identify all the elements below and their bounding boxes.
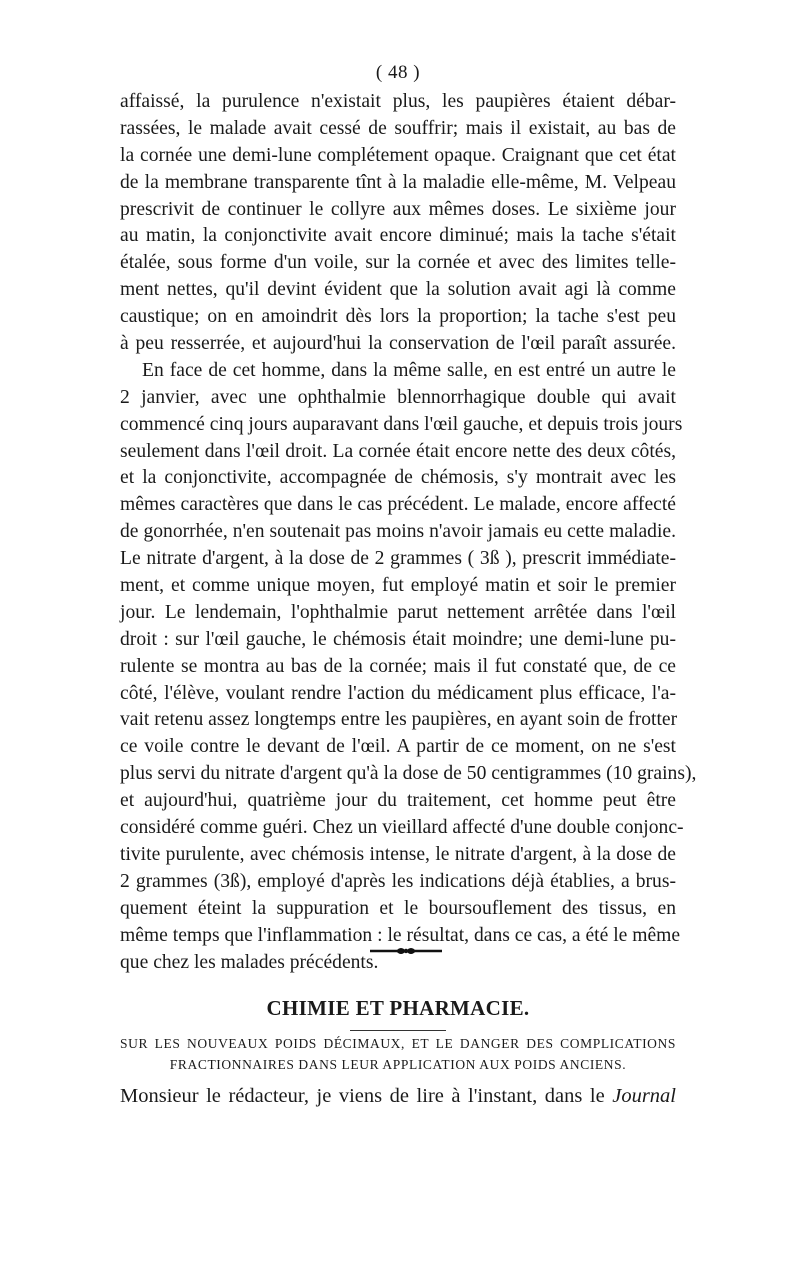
text-line: En face de cet homme, dans la même salle, en est entré un autre le <box>142 359 676 381</box>
journal-word: Journal <box>612 1085 676 1107</box>
text-line: 2 janvier, avec une ophthalmie blennorrhagique double qui avait <box>120 386 676 408</box>
text-line: que chez les malades précédents. <box>120 951 379 973</box>
text-line: droit : sur l'œil gauche, le chémosis était moindre; une demi-lune pu- <box>120 628 676 650</box>
text-line: 2 grammes (3ß), employé d'après les indications déjà établies, a brus- <box>120 870 676 892</box>
text-line: de la membrane transparente tînt à la maladie elle-même, M. Velpeau <box>120 171 676 193</box>
text-line: même temps que l'inflammation : le résultat, dans ce cas, a été le même <box>120 924 681 946</box>
text-line: rulente se montra au bas de la cornée; mais il fut constaté que, de ce <box>120 655 676 677</box>
text-line: vait retenu assez longtemps entre les paupières, en ayant soin de frotter <box>120 709 678 731</box>
page-number: ( 48 ) <box>375 62 421 83</box>
text-line: de gonorrhée, n'en soutenait pas moins n'avoir jamais eu cette maladie. <box>120 521 676 543</box>
text-line: considéré comme guéri. Chez un vieillard affecté d'une double conjonc- <box>120 817 684 839</box>
text-line: Le nitrate d'argent, à la dose de 2 grammes ( 3ß ), prescrit immédiate- <box>120 548 676 570</box>
text-line: ment nettes, qu'il devint évident que la solution avait agi là comme <box>120 279 676 301</box>
text-line: quement éteint la suppuration et le boursouflement des tissus, en <box>120 897 676 919</box>
text-line: la cornée une demi-lune complétement opaque. Craignant que cet état <box>120 144 676 166</box>
document-page <box>120 0 697 1262</box>
text-line: et aujourd'hui, quatrième jour du traitement, cet homme peut être <box>120 790 676 812</box>
article-heading <box>120 1034 676 1074</box>
text-line: étalée, sous forme d'un voile, sur la cornée et avec des limites telle- <box>120 252 676 274</box>
text-line: commencé cinq jours auparavant dans l'œil gauche, et depuis trois jours <box>120 413 683 435</box>
section-title: CHIMIE ET PHARMACIE. <box>266 996 530 1020</box>
text-line: tivite purulente, avec chémosis intense, le nitrate d'argent, à la dose de <box>120 843 676 865</box>
text-line: ment, et comme unique moyen, fut employé matin et soir le premier <box>120 575 676 597</box>
opening-line <box>120 1083 676 1109</box>
article-heading-line: FRACTIONNAIRES DANS LEUR APPLICATION AUX POIDS ANCIENS. <box>169 1057 627 1072</box>
text-line: caustique; on en amoindrit dès lors la proportion; la tache s'est peu <box>120 306 676 328</box>
text-line: et la conjonctivite, accompagnée de chémosis, s'y montrait avec les <box>120 467 676 489</box>
text-line: jour. Le lendemain, l'ophthalmie parut nettement arrêtée dans l'œil <box>120 601 676 623</box>
text-line: au matin, la conjonctivite avait encore diminué; mais la tache s'était <box>120 225 676 247</box>
article-heading-line: SUR LES NOUVEAUX POIDS DÉCIMAUX, ET LE DANGER DES COMPLICATIONS <box>120 1036 676 1051</box>
text-line: plus servi du nitrate d'argent qu'à la dose de 50 centigrammes (10 grains), <box>120 763 697 785</box>
title-rule <box>350 1030 446 1031</box>
section-ornament <box>370 945 442 957</box>
text-line: à peu resserrée, et aujourd'hui la conservation de l'œil paraît assurée. <box>120 333 676 355</box>
text-line: mêmes caractères que dans le cas précédent. Le malade, encore affecté <box>120 494 676 516</box>
text-line: rassées, le malade avait cessé de souffrir; mais il existait, au bas de <box>120 117 676 139</box>
text-line: affaissé, la purulence n'existait plus, les paupières étaient débar- <box>120 91 676 112</box>
text-line: côté, l'élève, voulant rendre l'action du médicament plus efficace, l'a- <box>120 682 676 704</box>
body-text <box>120 89 697 976</box>
text-line: ce voile contre le devant de l'œil. A partir de ce moment, on ne s'est <box>120 736 676 758</box>
text-line: seulement dans l'œil droit. La cornée était encore nette des deux côtés, <box>120 440 676 462</box>
text-line: prescrivit de continuer le collyre aux mêmes doses. Le sixième jour <box>120 198 676 220</box>
opening-text: Monsieur le rédacteur, je viens de lire à l'instant, dans le <box>120 1085 605 1107</box>
